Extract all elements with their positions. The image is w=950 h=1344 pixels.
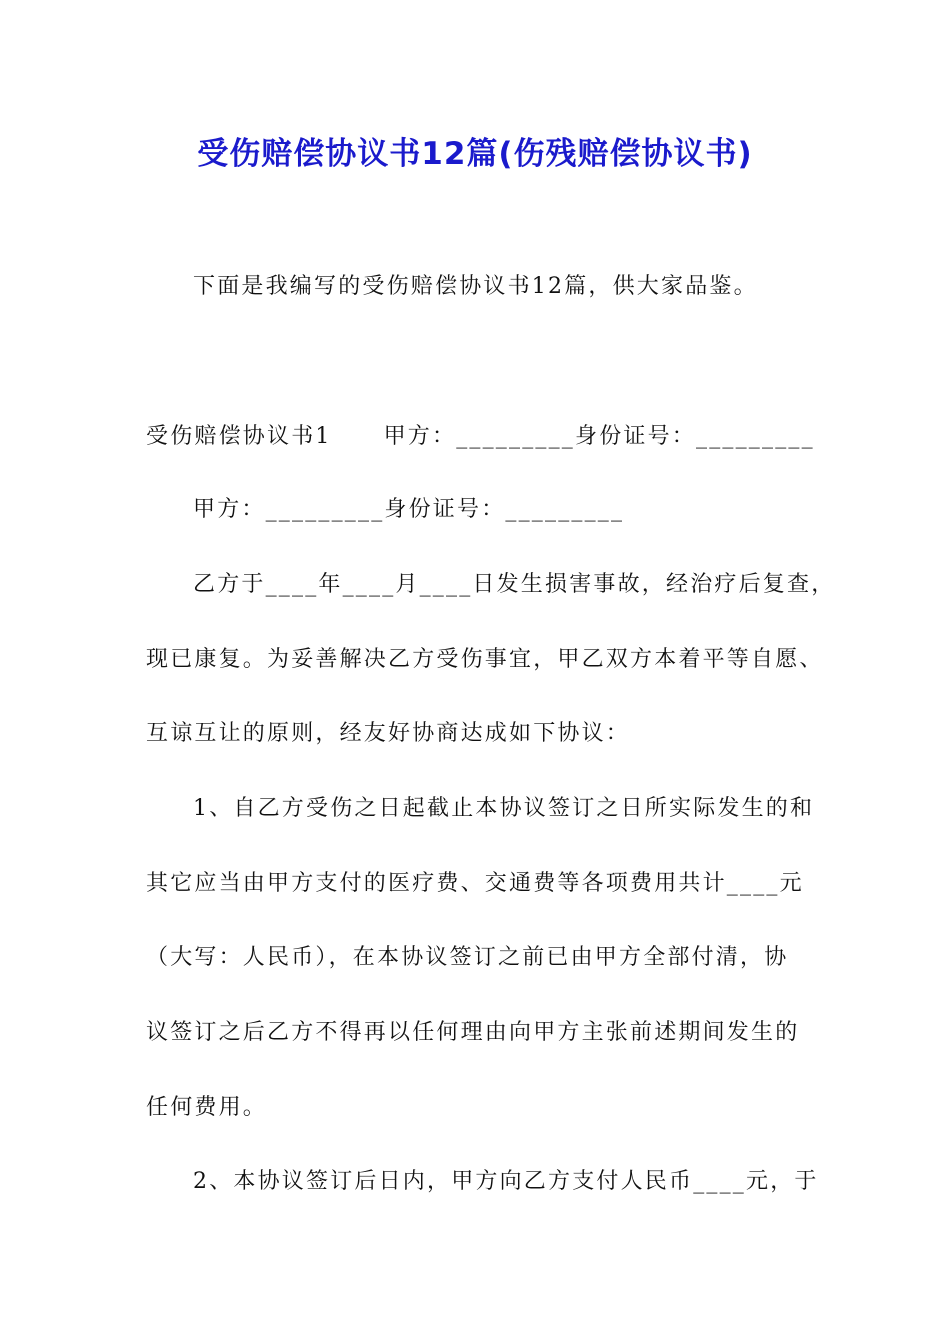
party-a-id-line-2: 甲方：_________身份证号：_________	[193, 497, 625, 522]
paragraph-1-line-1: 乙方于____年____月____日发生损害事故，经治疗后复查，	[193, 572, 836, 597]
intro-paragraph: 下面是我编写的受伤赔偿协议书12篇，供大家品鉴。	[193, 274, 758, 299]
clause-2-line-1: 2、本协议签订后日内，甲方向乙方支付人民币____元，于	[193, 1169, 819, 1194]
document-title: 受伤赔偿协议书12篇(伤残赔偿协议书)	[197, 136, 753, 172]
paragraph-1-line-2: 现已康复。为妥善解决乙方受伤事宜，甲乙双方本着平等自愿、	[146, 647, 824, 672]
paragraph-1-line-3: 互谅互让的原则，经友好协商达成如下协议：	[146, 721, 631, 746]
clause-1-line-5: 任何费用。	[146, 1095, 268, 1120]
section-1-first-line	[146, 422, 815, 452]
party-a-id-line-1: 甲方：_________身份证号：_________	[383, 424, 815, 449]
clause-1-line-1: 1、自乙方受伤之日起截止本协议签订之日所实际发生的和	[193, 796, 815, 821]
clause-1-line-4: 议签订之后乙方不得再以任何理由向甲方主张前述期间发生的	[146, 1020, 800, 1045]
clause-1-line-2: 其它应当由甲方支付的医疗费、交通费等各项费用共计____元	[146, 871, 804, 896]
section-1-heading: 受伤赔偿协议书1	[146, 424, 332, 449]
clause-1-line-3: （大写：人民币），在本协议签订之前已由甲方全部付清，协	[146, 945, 789, 970]
